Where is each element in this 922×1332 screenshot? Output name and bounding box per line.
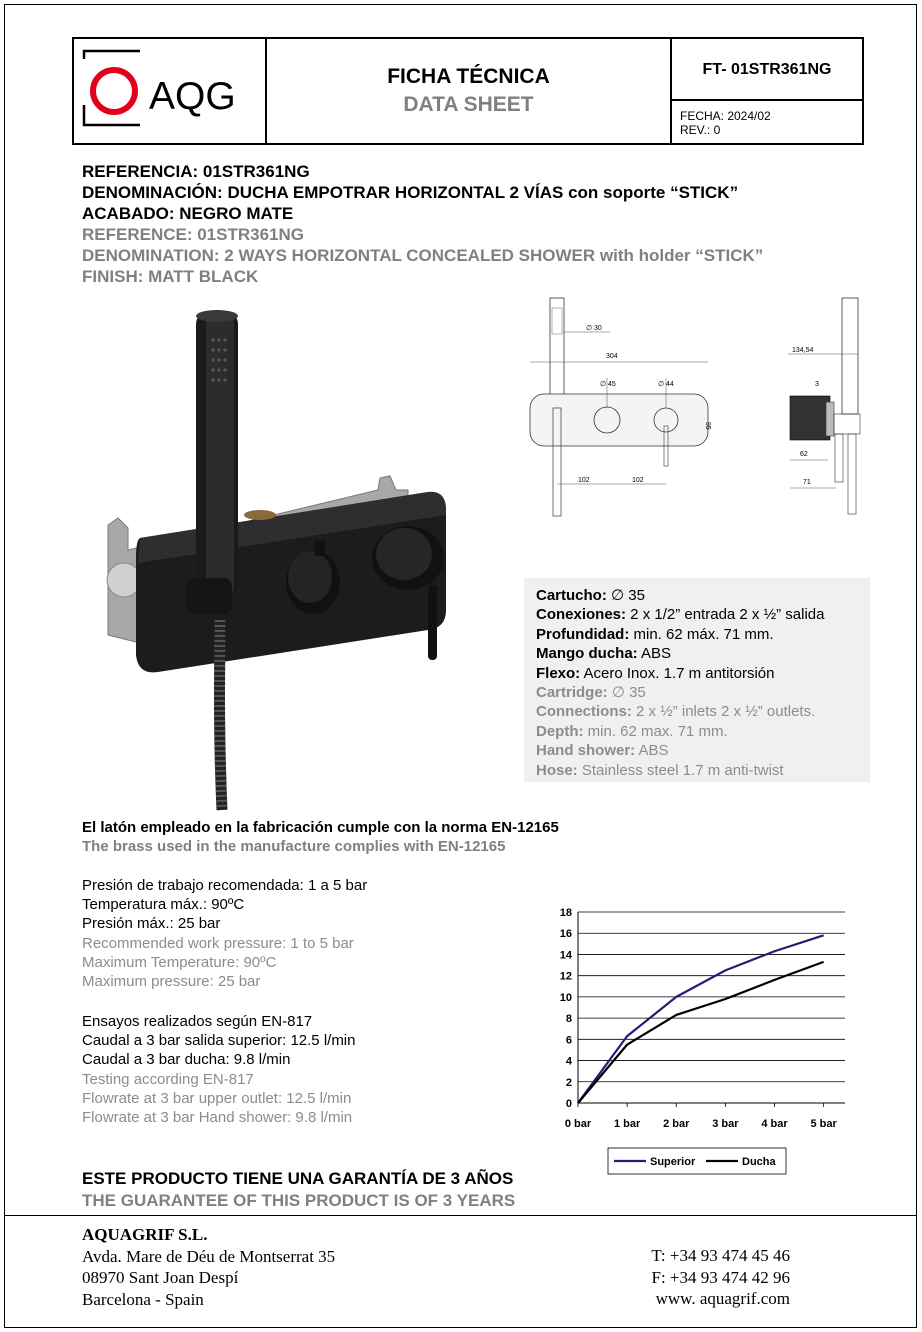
x-tick-label: 3 bar (712, 1118, 739, 1130)
dim-102b: 102 (632, 477, 644, 484)
x-tick-label: 0 bar (564, 1118, 592, 1130)
dim-95: 95 (704, 422, 711, 430)
y-tick-label: 12 (559, 970, 572, 983)
footer-address (82, 1224, 335, 1310)
code-cell (672, 39, 862, 143)
spec-es-depth: Profundidad: min. 62 máx. 71 mm. (536, 625, 774, 643)
spec-es-cartridge: Cartucho: ∅ 35 (536, 587, 645, 604)
x-tick-label: 1 bar (613, 1118, 641, 1130)
rev-text: REV.: 0 (680, 123, 721, 137)
website-link[interactable]: www. aquagrif.com (655, 1289, 790, 1308)
cond-es-pressure: Presión de trabajo recomendada: 1 a 5 bar (82, 877, 368, 894)
test-en-upper: Flowrate at 3 bar upper outlet: 12.5 l/min (82, 1089, 352, 1107)
brass-es: El latón empleado en la fabricación cumple con la norma EN-12165 (82, 819, 559, 836)
spec-box (524, 578, 870, 782)
denomination-es: DENOMINACIÓN: DUCHA EMPOTRAR HORIZONTAL 2 VÍAS con soporte “STICK” (82, 183, 739, 202)
title-es: FICHA TÉCNICA (387, 65, 550, 88)
logo-text: AQG (149, 75, 236, 118)
legend-label-ducha: Ducha (742, 1156, 776, 1168)
fax: F: +34 93 474 42 96 (651, 1267, 790, 1287)
test-es-upper: Caudal a 3 bar salida superior: 12.5 l/min (82, 1032, 356, 1050)
y-tick-label: 2 (565, 1076, 572, 1089)
footer-contact (600, 1245, 790, 1310)
address-line-1: Avda. Mare de Déu de Montserrat 35 (82, 1246, 336, 1266)
y-tick-label: 14 (559, 949, 572, 962)
company-name: AQUAGRIF S.L. (82, 1225, 208, 1244)
document-code: FT- 01STR361NG (672, 39, 862, 101)
dim-d44: ∅ 44 (658, 381, 674, 388)
denomination-en: DENOMINATION: 2 WAYS HORIZONTAL CONCEALED SHOWER with holder “STICK” (82, 246, 764, 265)
footer-divider (4, 1215, 917, 1216)
title-en: DATA SHEET (403, 93, 534, 116)
dim-62: 62 (800, 451, 808, 458)
y-tick-label: 4 (565, 1055, 572, 1068)
reference-en: REFERENCE: 01STR361NG (82, 225, 305, 244)
header-table (72, 37, 864, 145)
revision-info (680, 109, 771, 137)
cond-es-maxpressure: Presión máx.: 25 bar (82, 915, 221, 933)
y-tick-label: 18 (559, 907, 572, 919)
spec-en-hose: Hose: Stainless steel 1.7 m anti-twist (536, 761, 784, 779)
cond-en-temp: Maximum Temperature: 90ºC (82, 953, 277, 971)
guarantee-es: ESTE PRODUCTO TIENE UNA GARANTÍA DE 3 AÑOS (82, 1169, 514, 1188)
finish-en: FINISH: MATT BLACK (82, 267, 259, 286)
address-line-3: Barcelona - Spain (82, 1289, 204, 1309)
working-conditions (82, 876, 367, 991)
x-tick-label: 5 bar (810, 1118, 837, 1130)
spec-en-cartridge: Cartridge: ∅ 35 (536, 684, 646, 702)
y-tick-label: 16 (559, 928, 572, 941)
test-results (82, 1012, 356, 1127)
y-tick-label: 0 (565, 1098, 572, 1110)
x-tick-label: 4 bar (761, 1118, 788, 1130)
phone: T: +34 93 474 45 46 (651, 1246, 790, 1265)
spec-es-connections: Conexiones: 2 x 1/2” entrada 2 x ½” salida (536, 606, 825, 624)
legend-label-superior: Superior (650, 1156, 696, 1168)
technical-drawing (520, 294, 870, 522)
y-tick-label: 8 (565, 1013, 572, 1026)
spec-es-handshower: Mango ducha: ABS (536, 645, 672, 663)
dim-102a: 102 (578, 477, 590, 484)
cond-en-maxpressure: Maximum pressure: 25 bar (82, 973, 261, 991)
cond-es-temp: Temperatura máx.: 90ºC (82, 896, 245, 914)
dim-134: 134,54 (792, 347, 814, 354)
dim-d30: ∅ 30 (586, 325, 602, 332)
dim-304: 304 (606, 353, 618, 360)
finish-es: ACABADO: NEGRO MATE (82, 204, 294, 223)
dim-d45: ∅ 45 (600, 381, 616, 388)
reference-es: REFERENCIA: 01STR361NG (82, 162, 310, 181)
test-en-standard: Testing according EN-817 (82, 1070, 254, 1088)
test-es-shower: Caudal a 3 bar ducha: 9.8 l/min (82, 1051, 291, 1069)
brass-note (82, 818, 559, 856)
y-tick-label: 6 (565, 1034, 572, 1047)
dim-3: 3 (815, 381, 819, 388)
date-text: FECHA: 2024/02 (680, 109, 771, 123)
reference-block (82, 161, 763, 287)
spec-es-hose: Flexo: Acero Inox. 1.7 m antitorsión (536, 664, 775, 682)
spec-en-handshower: Hand shower: ABS (536, 742, 669, 760)
guarantee-en: THE GUARANTEE OF THIS PRODUCT IS OF 3 YEARS (82, 1191, 516, 1210)
spec-en-connections: Connections: 2 x ½” inlets 2 x ½” outlets. (536, 703, 816, 721)
product-image (88, 300, 478, 815)
title-cell (267, 39, 672, 143)
flow-chart (520, 898, 850, 1178)
guarantee (82, 1168, 515, 1212)
test-es-standard: Ensayos realizados según EN-817 (82, 1013, 313, 1030)
test-en-shower: Flowrate at 3 bar Hand shower: 9.8 l/min (82, 1109, 353, 1127)
cond-en-pressure: Recommended work pressure: 1 to 5 bar (82, 934, 354, 952)
brass-en: The brass used in the manufacture complies with EN-12165 (82, 838, 506, 855)
logo (74, 39, 267, 143)
dim-71: 71 (803, 479, 811, 486)
y-tick-label: 10 (559, 991, 572, 1004)
series-line-superior (578, 935, 824, 1103)
aqg-logo-icon (74, 39, 267, 143)
address-line-2: 08970 Sant Joan Despí (82, 1268, 239, 1287)
spec-en-depth: Depth: min. 62 max. 71 mm. (536, 722, 728, 740)
x-tick-label: 2 bar (663, 1118, 690, 1130)
